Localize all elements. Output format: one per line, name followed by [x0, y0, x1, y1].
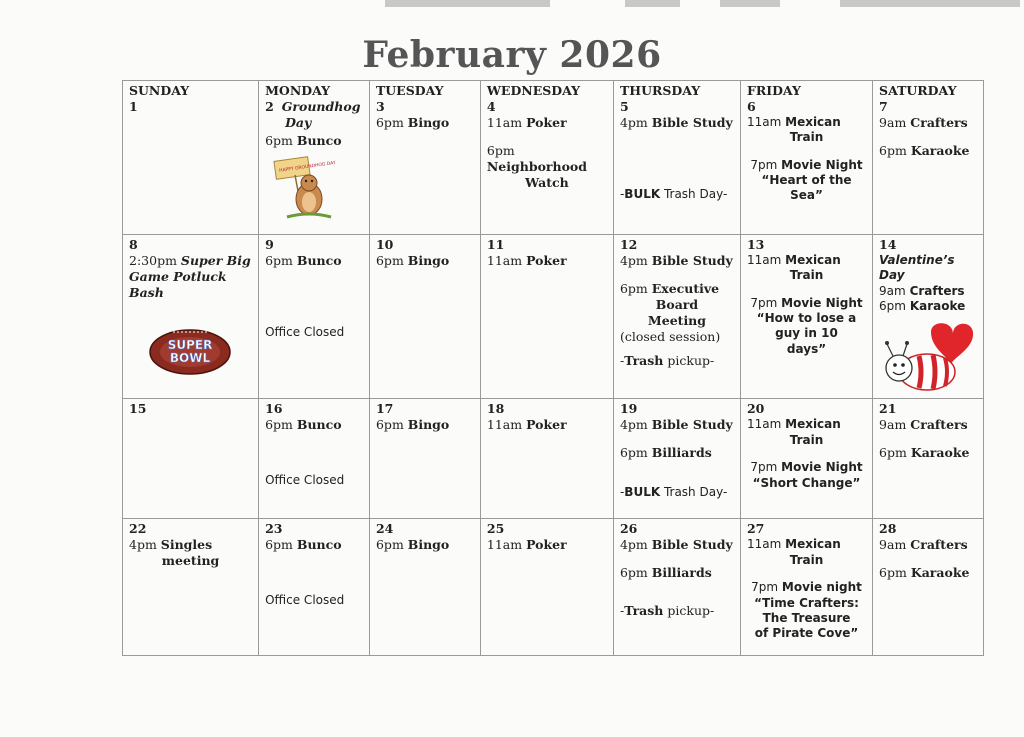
- event-time: 11am: [746, 417, 782, 432]
- event-name: Movie Night: [781, 157, 863, 172]
- event-entry: [376, 115, 474, 131]
- day-cell-15: [123, 399, 259, 519]
- event-entry: [879, 143, 977, 159]
- day-cell-5: [613, 81, 740, 235]
- day-cell-7: [873, 81, 984, 235]
- event-note: (closed session): [619, 329, 721, 344]
- day-cell-11: [480, 235, 613, 399]
- event-entry: [747, 537, 866, 552]
- day-number: 9: [265, 237, 274, 252]
- event-entry: [747, 417, 866, 432]
- event-time: 4pm: [619, 537, 648, 553]
- day-number: 14: [879, 237, 897, 252]
- day-number: 10: [375, 237, 394, 252]
- event-name: Bible Study: [651, 537, 733, 553]
- day-number: 25: [486, 521, 505, 537]
- day-number: 11: [486, 237, 505, 252]
- office-closed-note: Office Closed: [265, 325, 345, 339]
- day-cell-9: [259, 235, 370, 399]
- event-name: Bingo: [407, 253, 450, 268]
- day-cell-13: [740, 235, 872, 399]
- event-name: Poker: [526, 253, 567, 268]
- day-number: 17: [375, 401, 394, 417]
- event-entry: [487, 115, 607, 131]
- event-name-line2: Train: [789, 432, 824, 447]
- event-entry: [265, 417, 363, 433]
- day-cell-1: [123, 81, 259, 235]
- cropped-header-remnant: [0, 0, 1024, 12]
- day-number: 2: [265, 99, 274, 114]
- event-entry: [747, 296, 866, 311]
- event-entry: [620, 565, 734, 581]
- event-time: 6pm: [265, 133, 293, 148]
- event-name: Karaoke: [910, 445, 970, 461]
- event-name: Poker: [526, 537, 567, 553]
- day-number: 8: [129, 237, 138, 252]
- event-entry: [747, 253, 866, 268]
- event-name: Singles: [160, 537, 213, 553]
- event-entry: [879, 284, 977, 299]
- event-name: Mexican: [785, 115, 841, 129]
- event-name: Neighborhood: [486, 159, 587, 174]
- movie-title-line1: “Time Crafters:: [754, 595, 859, 610]
- event-entry: [129, 253, 252, 269]
- movie-title-line3: days”: [786, 341, 827, 356]
- day-number: 6: [746, 99, 756, 114]
- movie-title-line3: of Pirate Cove”: [754, 626, 859, 641]
- event-time: 9am: [879, 537, 907, 553]
- event-time: 6pm: [375, 253, 404, 268]
- event-name-line2: Game Potluck Bash: [129, 269, 227, 300]
- day-number: 23: [265, 521, 283, 537]
- event-time: 11am: [486, 115, 523, 130]
- event-name: Bunco: [296, 537, 342, 553]
- event-entry: [879, 299, 977, 314]
- day-cell-14: [873, 235, 984, 399]
- event-time: 4pm: [619, 115, 648, 130]
- event-entry: [879, 565, 977, 581]
- event-name: Karaoke: [910, 565, 970, 581]
- trash-pickup-note: -Trash pickup-: [619, 353, 715, 368]
- event-time: 7pm: [750, 295, 778, 310]
- event-name: Movie Night: [781, 295, 863, 310]
- event-name-line2: meeting: [161, 553, 220, 569]
- event-time: 9am: [879, 417, 907, 433]
- day-number: 19: [619, 401, 638, 417]
- sign-text: HAPPY GROUNDHOG DAY: [279, 160, 337, 174]
- day-cell-4: [480, 81, 613, 235]
- event-name: Crafters: [910, 537, 968, 553]
- event-time: 7pm: [750, 157, 778, 172]
- event-entry: [376, 537, 474, 553]
- event-name: Executive: [651, 281, 720, 296]
- day-number: 15: [129, 401, 147, 417]
- event-time: 9am: [879, 115, 907, 130]
- event-time: 11am: [746, 537, 782, 552]
- event-time: 4pm: [619, 417, 648, 433]
- groundhog-day-entry: [265, 99, 363, 115]
- event-name-line2: Train: [789, 268, 824, 283]
- groundhog-illustration: [265, 153, 363, 227]
- event-name: Bingo: [407, 537, 450, 553]
- day-header-friday: FRIDAY: [746, 83, 801, 98]
- day-number: 4: [486, 99, 496, 114]
- event-entry: [620, 537, 734, 553]
- day-number: 24: [375, 521, 394, 537]
- movie-title-line1: “Heart of the: [761, 173, 852, 188]
- event-entry: [487, 417, 607, 433]
- holiday-label: Valentine’s Day: [879, 253, 955, 283]
- event-time: 4pm: [129, 537, 157, 553]
- day-cell-23: [259, 519, 370, 656]
- event-time: 6pm: [486, 143, 515, 158]
- day-cell-18: [480, 399, 613, 519]
- calendar-title: February 2026: [362, 34, 662, 76]
- event-name-line2: Train: [789, 130, 824, 145]
- event-name-line3: Meeting: [647, 313, 707, 328]
- event-name: Crafters: [910, 417, 968, 433]
- event-time: 6pm: [375, 537, 404, 553]
- event-entry: [487, 537, 607, 553]
- trash-day-note: -BULK Trash Day-: [619, 485, 728, 500]
- event-time: 11am: [746, 253, 782, 267]
- event-name: Billiards: [651, 565, 712, 581]
- event-time: 6pm: [879, 143, 907, 158]
- day-number: 18: [486, 401, 505, 417]
- day-cell-10: [369, 235, 480, 399]
- event-name-line2: Train: [789, 552, 824, 567]
- event-entry: [376, 417, 474, 433]
- event-entry: [747, 460, 866, 475]
- event-name: Movie Night: [781, 460, 863, 475]
- event-time: 4pm: [619, 253, 648, 268]
- event-entry: [376, 253, 474, 269]
- event-name: Poker: [526, 115, 567, 130]
- event-name: Crafters: [909, 283, 965, 298]
- event-time: 2:30pm: [129, 253, 177, 268]
- event-name: Bingo: [407, 115, 450, 130]
- event-name: Bible Study: [651, 115, 733, 130]
- movie-title-line1: “Short Change”: [752, 475, 861, 490]
- event-entry: [265, 253, 363, 269]
- day-cell-26: [613, 519, 740, 656]
- event-time: 6pm: [619, 445, 648, 461]
- event-entry: [620, 417, 734, 433]
- event-entry: [747, 580, 866, 595]
- event-time: 6pm: [879, 299, 906, 314]
- day-header-thursday: THURSDAY: [619, 83, 701, 98]
- day-cell-21: [873, 399, 984, 519]
- event-name: Bunco: [296, 133, 342, 148]
- event-time: 6pm: [375, 115, 404, 130]
- day-cell-3: [369, 81, 480, 235]
- day-cell-20: [740, 399, 872, 519]
- office-closed-note: Office Closed: [265, 473, 345, 488]
- event-entry: [487, 253, 607, 269]
- day-cell-22: [123, 519, 259, 656]
- day-header-saturday: SATURDAY: [879, 83, 957, 98]
- super-bowl-text-line1: SUPER: [167, 338, 213, 352]
- event-time: 6pm: [375, 417, 404, 433]
- trash-pickup-note: -Trash pickup-: [619, 603, 715, 619]
- day-cell-2: [259, 81, 370, 235]
- event-entry: [879, 115, 977, 131]
- event-name-line2: Watch: [525, 175, 569, 190]
- event-name: Movie night: [781, 580, 862, 595]
- event-name: Karaoke: [910, 143, 970, 158]
- event-time: 6pm: [879, 445, 907, 461]
- event-time: 11am: [486, 537, 523, 553]
- day-cell-6: [740, 81, 872, 235]
- event-time: 11am: [746, 115, 782, 129]
- event-name: Bible Study: [651, 417, 733, 433]
- valentine-bee-illustration: [879, 318, 977, 396]
- calendar-grid: [122, 80, 984, 656]
- day-cell-27: [740, 519, 872, 656]
- day-header-sunday: SUNDAY: [129, 83, 190, 98]
- event-name-line2: Board: [655, 297, 699, 312]
- day-number: 26: [619, 521, 638, 537]
- day-number: 27: [746, 521, 765, 537]
- movie-title-line2: guy in 10: [775, 326, 838, 341]
- event-time: 6pm: [619, 281, 648, 296]
- movie-title-line1: “How to lose a: [756, 311, 857, 326]
- event-entry: [265, 133, 363, 149]
- day-number: 28: [879, 521, 897, 537]
- day-header-tuesday: TUESDAY: [375, 83, 444, 98]
- day-header-monday: MONDAY: [265, 83, 331, 98]
- event-name: Poker: [526, 417, 567, 433]
- day-cell-25: [480, 519, 613, 656]
- event-name: Mexican: [785, 537, 841, 552]
- event-entry: [487, 143, 607, 175]
- day-header-wednesday: WEDNESDAY: [486, 83, 581, 98]
- day-number: 16: [265, 401, 283, 417]
- day-number: 5: [619, 99, 629, 114]
- event-name: Karaoke: [909, 299, 966, 314]
- day-number: 22: [129, 521, 147, 537]
- event-name: Billiards: [651, 445, 712, 461]
- event-entry: [747, 115, 866, 130]
- movie-title-line2: Sea”: [790, 188, 823, 203]
- office-closed-note: Office Closed: [265, 593, 345, 608]
- event-time: 6pm: [619, 565, 648, 581]
- event-entry: [620, 115, 734, 131]
- event-entry: [265, 537, 363, 553]
- day-cell-16: [259, 399, 370, 519]
- holiday-label: Groundhog: [281, 99, 361, 114]
- day-number: 13: [746, 237, 765, 252]
- event-name: Mexican: [785, 253, 841, 267]
- event-time: 6pm: [265, 253, 293, 268]
- event-time: 9am: [879, 283, 906, 298]
- movie-title-line2: The Treasure: [762, 610, 851, 625]
- event-entry: [620, 281, 734, 297]
- day-number: 21: [879, 401, 897, 417]
- event-name: Bunco: [296, 253, 342, 268]
- event-name: Bible Study: [651, 253, 733, 268]
- day-number: 12: [619, 237, 638, 252]
- day-number: 1: [129, 99, 138, 114]
- day-cell-24: [369, 519, 480, 656]
- event-name: Mexican: [785, 417, 841, 432]
- day-cell-12: [613, 235, 740, 399]
- event-entry: [879, 445, 977, 461]
- event-entry: [879, 537, 977, 553]
- event-time: 7pm: [750, 460, 778, 475]
- event-name: Crafters: [910, 115, 968, 130]
- event-time: 11am: [486, 417, 523, 433]
- event-time: 7pm: [751, 580, 779, 595]
- event-entry: [620, 445, 734, 461]
- super-bowl-text-line2: BOWL: [169, 351, 211, 365]
- super-bowl-football-graphic: [129, 327, 252, 381]
- day-number: 20: [746, 401, 765, 417]
- event-time: 6pm: [265, 417, 293, 433]
- day-number: 3: [375, 99, 385, 114]
- event-entry: [747, 158, 866, 173]
- day-number: 7: [879, 99, 888, 114]
- day-cell-17: [369, 399, 480, 519]
- event-time: 6pm: [879, 565, 907, 581]
- event-entry: [620, 253, 734, 269]
- event-time: 6pm: [265, 537, 293, 553]
- holiday-label-line2: Day: [285, 115, 312, 130]
- event-entry: [879, 417, 977, 433]
- event-name: Super Big: [180, 253, 251, 268]
- day-cell-19: [613, 399, 740, 519]
- event-entry: [129, 537, 252, 553]
- day-cell-28: [873, 519, 984, 656]
- event-name: Bunco: [296, 417, 342, 433]
- trash-day-note: -BULK Trash Day-: [619, 187, 728, 201]
- event-name: Bingo: [407, 417, 450, 433]
- event-time: 11am: [486, 253, 523, 268]
- day-cell-8: [123, 235, 259, 399]
